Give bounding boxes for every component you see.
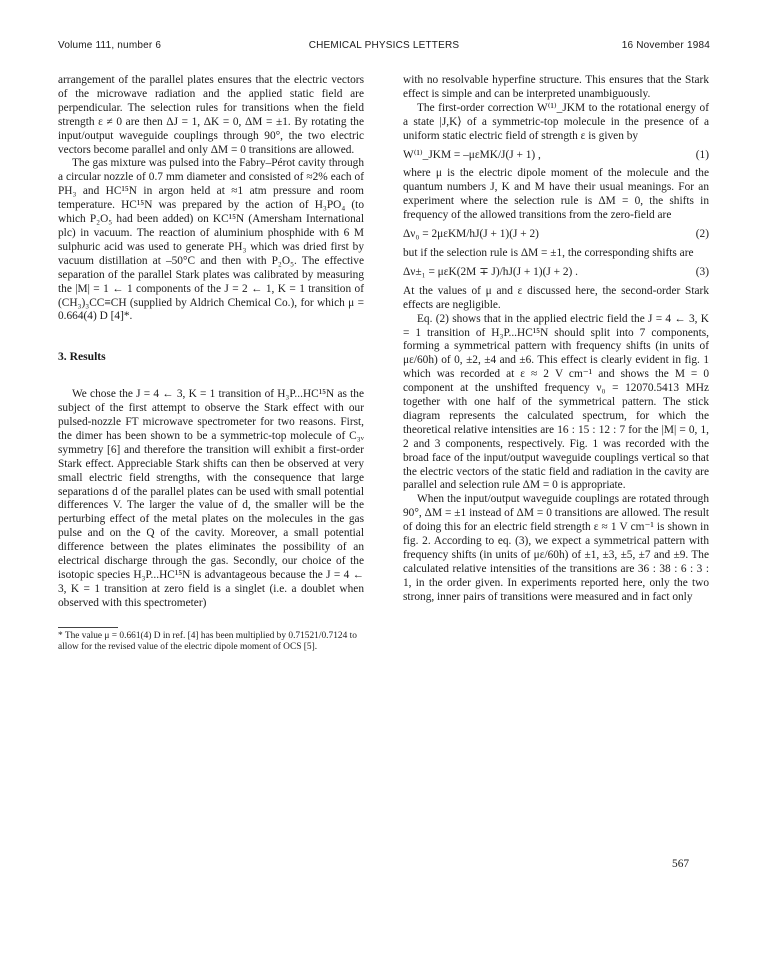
equation-body: Δν₀ = 2μεKM/hJ(J + 1)(J + 2) [403, 228, 539, 241]
paragraph: The gas mixture was pulsed into the Fabry–Pérot cavity through a circular nozzle of 0.7 mm diameter and consisted of ≈2% each of PH₃ and HC¹⁵N in argon held at ≈1 atm pressure and room temperature. HC¹⁵N was prepared by the action of H₃PO₄ (to which P₂O₅ had been added) on KC¹⁵N (Amersham International plc) in vacuum. The reaction of aluminium phosphide with 6 M sulphuric acid was used to generate PH₃ which was dried first by vacuum distillation at –50°C and then with P₂O₅. The effective separation of the parallel Stark plates was calibrated by measuring the |M| = 1 ← 1 components of the J = 2 ← 1, K = 1 transition of (CH₃)₃CC≡CH (supplied by Aldrich Chemical Co.), for which μ = 0.664(4) D [4]*. [58, 157, 364, 323]
paragraph: where μ is the electric dipole moment of the molecule and the quantum numbers J, K and M have their usual meanings. For an experiment where the selection rule is ΔM = 0, the shifts in frequency of the allowed transitions from the zero-field are [403, 167, 709, 222]
right-column [403, 74, 709, 605]
paragraph: arrangement of the parallel plates ensures that the electric vectors of the microwave radiation and the applied static field are perpendicular. The selection rules for transitions when the field strength ε ≠ 0 are then ΔJ = 1, ΔK = 0, ΔM = ±1. By rotating the input/output waveguide couplings through 90°, the two electric vectors become parallel and only ΔM = 0 transitions are allowed. [58, 74, 364, 156]
equation-number: (2) [695, 228, 709, 241]
paragraph: but if the selection rule is ΔM = ±1, the corresponding shifts are [403, 246, 694, 259]
section-heading: 3. Results [58, 350, 106, 364]
volume-issue: Volume 111, number 6 [58, 40, 162, 51]
paragraph: We chose the J = 4 ← 3, K = 1 transition of H₃P...HC¹⁵N as the subject of the first attempt to observe the Stark effect with our pulsed-nozzle FT microwave spectrometer for two reasons. First, the dimer has been shown to be a symmetric-top molecule of C₃ᵥ symmetry [6] and therefore the transition will exhibit a first-order Stark effect. Appreciable Stark shifts can then be observed at very small electric field strengths, with the consequence that large separations d of the parallel plates can be used with small potential differences V. The larger the value of d, the smaller will be the perturbing effect of the metal plates on the molecules in the gas pulse and on the Q of the cavity. Moreover, a small potential difference between the plates eliminates the possibility of an electrical discharge through the gas. Secondly, our choice of the isotopic species H₃P...HC¹⁵N is advantageous because the J = 4 ← 3, K = 1 transition at zero field is a singlet (i.e. a doublet when observed with this spectrometer) [58, 388, 364, 609]
equation-body: W⁽¹⁾_JKM = –μεMK/J(J + 1) , [403, 148, 541, 161]
footnote-divider [58, 627, 118, 628]
paragraph: with no resolvable hyperfine structure. This ensures that the Stark effect is simple and can be interpreted unambiguously. [403, 74, 709, 100]
equation-2 [403, 228, 709, 242]
footnote: * The value μ = 0.661(4) D in ref. [4] has been multiplied by 0.71521/0.7124 to allow for the revised value of the electric dipole moment of OCS [5]. [58, 630, 357, 653]
paragraph: Eq. (2) shows that in the applied electric field the J = 4 ← 3, K = 1 transition of H₃P...HC¹⁵N should split into 7 components, forming a symmetrical pattern with frequency shifts (in units of με/60h) of 0, ±2, ±4 and ±6. This effect is clearly evident in fig. 1 which was recorded at ε ≈ 2 V cm⁻¹ and shows the M = 0 component at the unshifted frequency ν₀ = 12070.5413 MHz together with one half of the symmetrical pattern. The stick diagram represents the calculated spectrum, for which the theoretical relative intensities are 16 : 15 : 12 : 7 for the |M| = 0, 1, 2 and 3 components, respectively. Fig. 1 was recorded with the broad face of the input/output waveguide couplings vertical so that the electric vectors of the static field and radiation in the cavity are parallel and selection rule ΔM = 0 is appropriate. [403, 312, 709, 492]
equation-3 [403, 266, 709, 280]
journal-title: CHEMICAL PHYSICS LETTERS [308, 40, 460, 51]
equation-1 [403, 149, 709, 163]
equation-body: Δν±₁ = μεK(2M ∓ J)/hJ(J + 1)(J + 2) . [403, 265, 578, 278]
paragraph: When the input/output waveguide couplings are rotated through 90°, ΔM = ±1 instead of ΔM = 0 transitions are allowed. The result of doing this for an electric field strength ε ≈ 1 V cm⁻¹ is shown in fig. 2. According to eq. (3), we expect a symmetrical pattern with frequency shifts (in units of με/60h) of ±1, ±3, ±5, ±7 and ±9. The calculated relative intensities of the transitions are 36 : 38 : 6 : 3 : 1, in the order given. In experiments reported here, only the two strong, inner pairs of transitions were measured and in fact only [403, 493, 709, 603]
equation-number: (3) [695, 265, 709, 278]
page-number: 567 [672, 858, 690, 870]
paragraph: At the values of μ and ε discussed here, the second-order Stark effects are negligible. [403, 284, 709, 311]
paragraph: The first-order correction W⁽¹⁾_JKM to the rotational energy of a state |J,K⟩ of a symmetric-top molecule in the presence of a uniform static electric field of strength ε is given by [403, 101, 709, 142]
issue-date: 16 November 1984 [621, 40, 710, 51]
equation-number: (1) [695, 148, 709, 161]
left-column [58, 74, 364, 654]
